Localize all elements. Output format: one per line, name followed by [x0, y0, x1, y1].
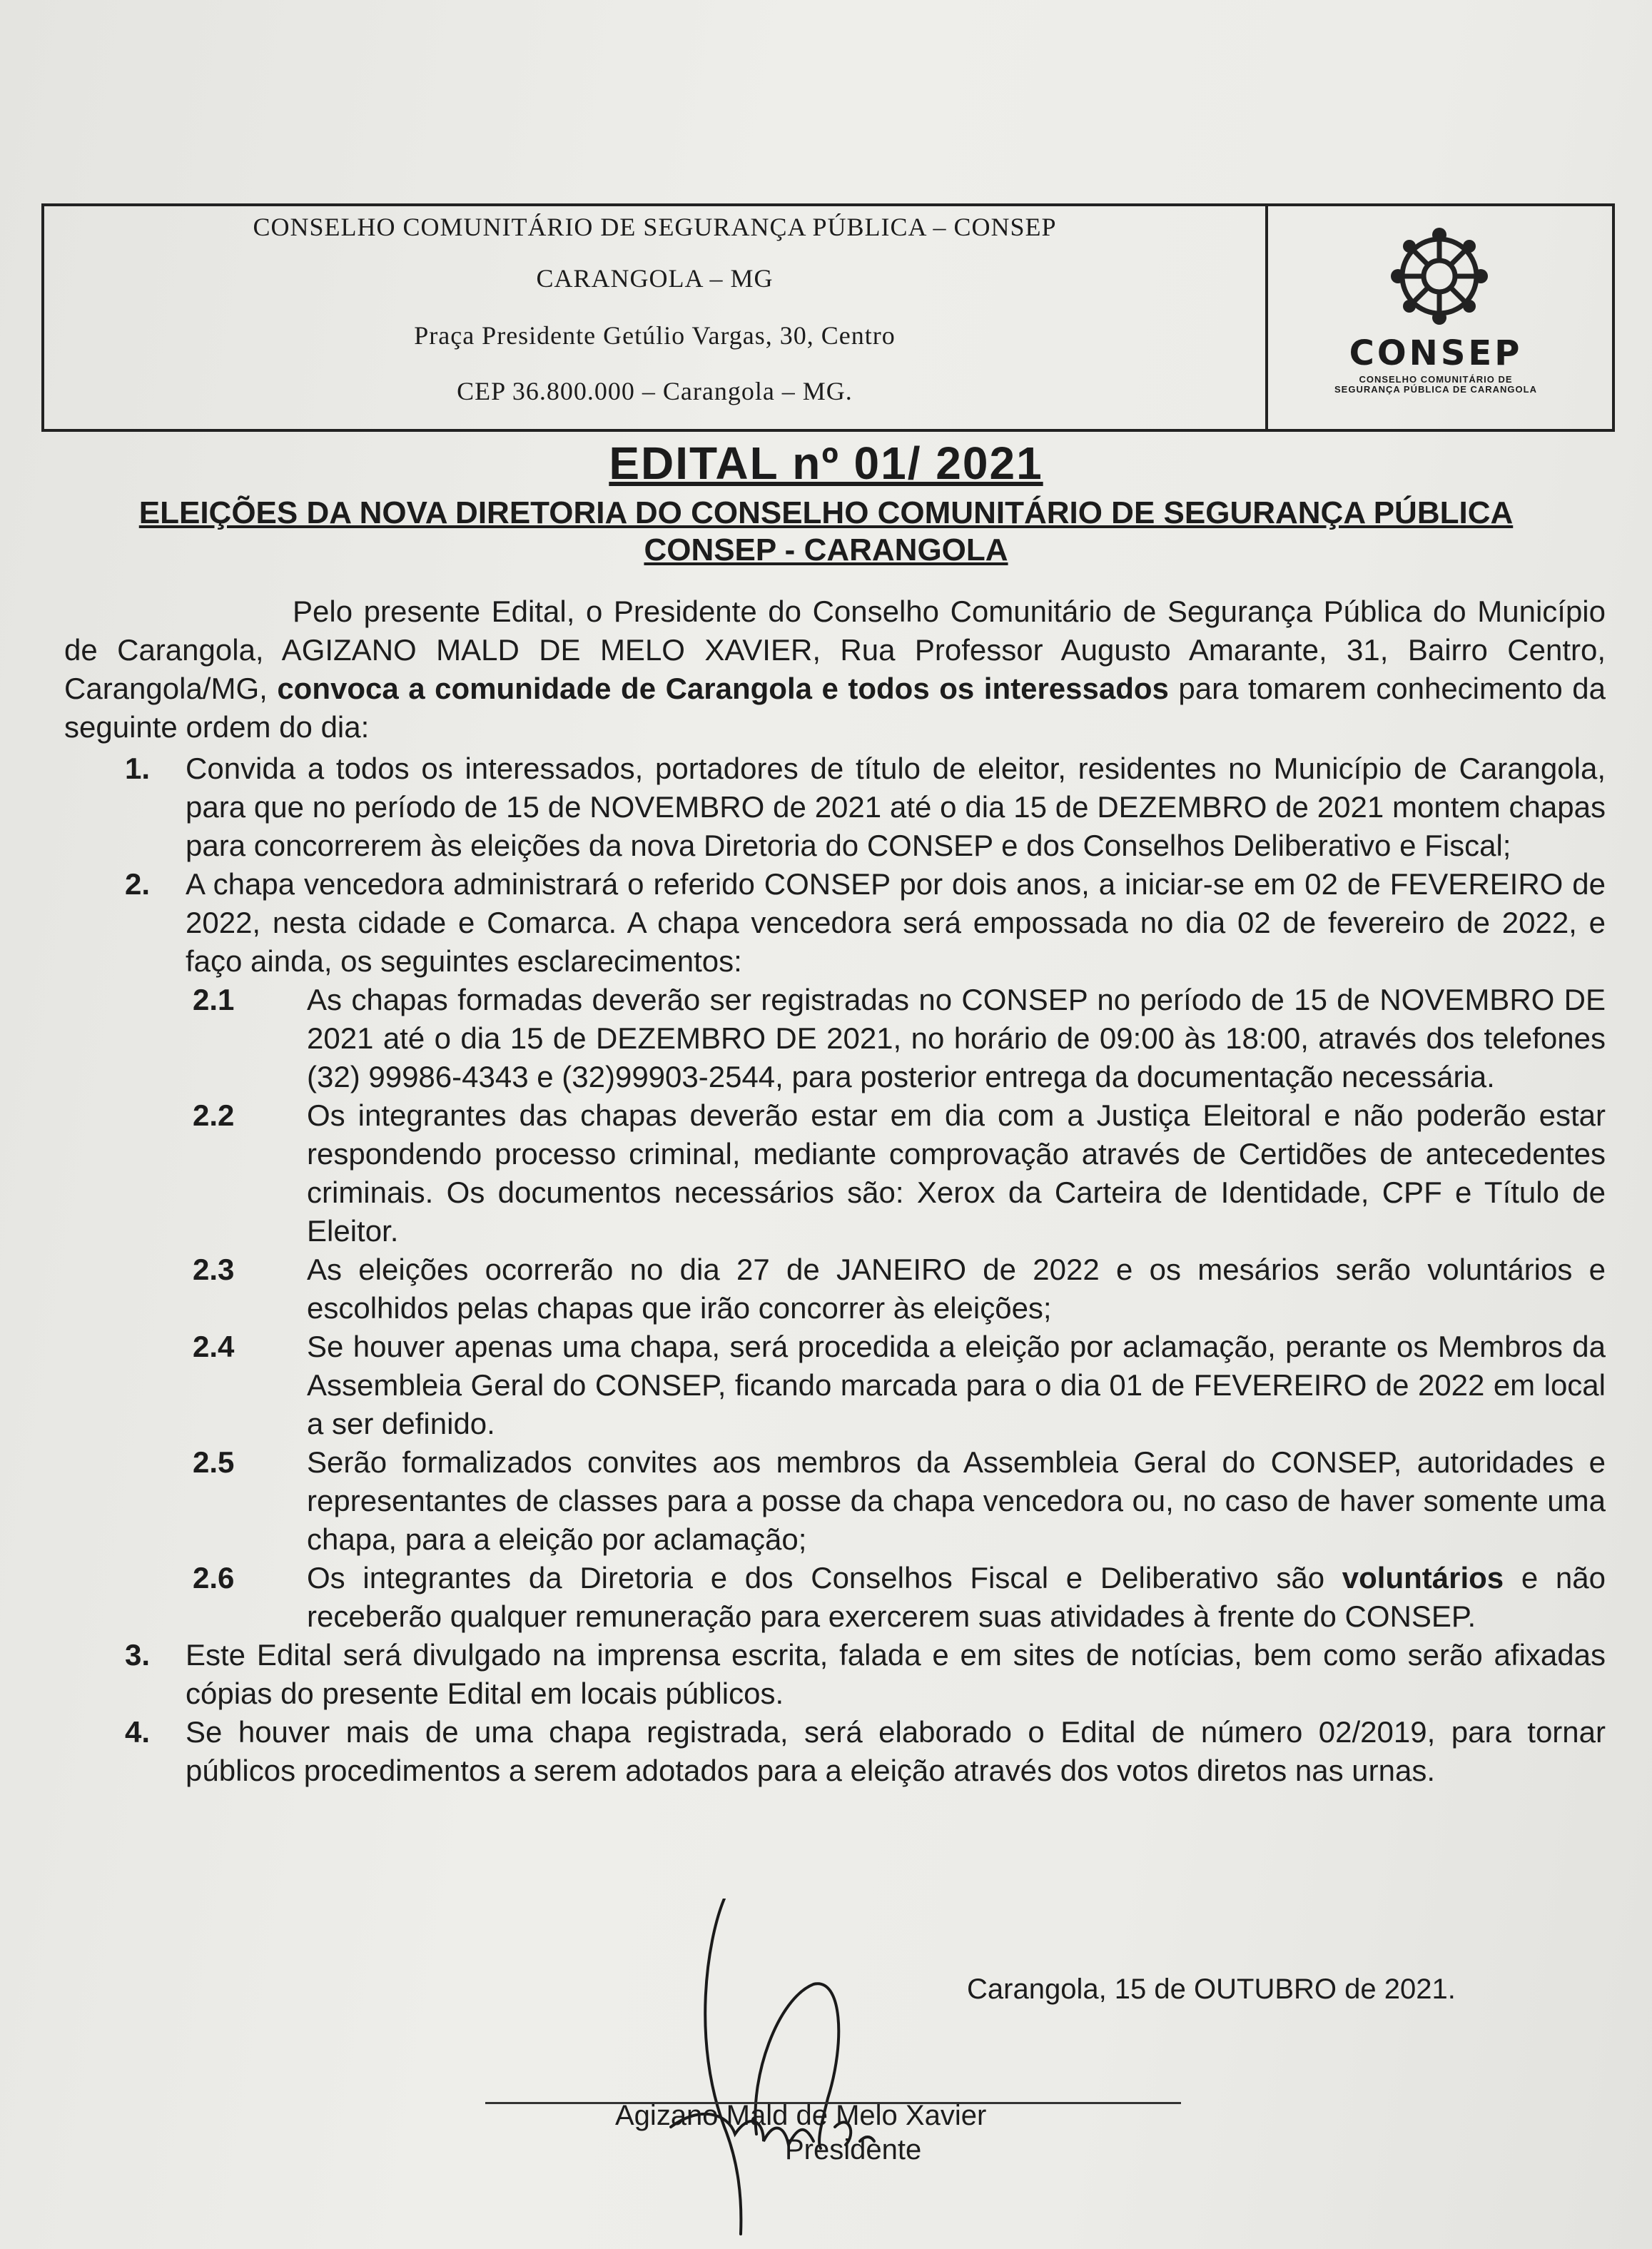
sub-item-text: Os integrantes da Diretoria e dos Conselhos Fiscal e Deliberativo são [307, 1561, 1342, 1594]
letterhead-text [44, 206, 1268, 429]
sub-item [64, 1328, 1606, 1443]
list-item [64, 865, 1606, 981]
sub-item-number: 2.2 [193, 1098, 235, 1132]
list-item [64, 1636, 1606, 1713]
sub-item-text: As chapas formadas deverão ser registradas no CONSEP no período de 15 de NOVEMBRO DE 2021 até o dia 15 de DEZEMBRO DE 2021, no horário de 09:00 às 18:00, através dos telefones (32) 99986-4343 e (32)99903-2544, para posterior entrega da documentação necessária. [307, 983, 1606, 1093]
item-text: Este Edital será divulgado na imprensa escrita, falada e em sites de notícias, bem como serão afixadas cópias do presente Edital em locais públicos. [186, 1638, 1606, 1710]
list-item [64, 1713, 1606, 1790]
sub-item-text: Serão formalizados convites aos membros da Assembleia Geral do CONSEP, autoridades e representantes de classes para a posse da chapa vencedora ou, no caso de haver somente uma chapa, para a eleição por aclamação; [307, 1445, 1606, 1556]
consep-logo [1268, 206, 1612, 429]
intro-paragraph [64, 592, 1606, 747]
logo-wordmark: CONSEP [1349, 333, 1523, 373]
sub-item-number: 2.4 [193, 1330, 235, 1363]
org-address: Praça Presidente Getúlio Vargas, 30, Centro [414, 321, 896, 350]
sub-item [64, 1443, 1606, 1559]
item-number: 4. [125, 1715, 151, 1749]
logo-subtitle: CONSELHO COMUNITÁRIO DE SEGURANÇA PÚBLICA DE CARANGOLA [1334, 374, 1537, 395]
sub-item [64, 1559, 1606, 1636]
signature-icon [657, 1899, 985, 2241]
item-number: 2. [125, 867, 151, 901]
edital-subtitle: ELEIÇÕES DA NOVA DIRETORIA DO CONSELHO COMUNITÁRIO DE SEGURANÇA PÚBLICA [138, 495, 1514, 530]
emblem-icon [1332, 221, 1546, 328]
sub-item-text: Se houver apenas uma chapa, será procedida a eleição por aclamação, perante os Membros da Assembleia Geral do CONSEP, ficando marcada para o dia 01 de FEVEREIRO de 2022 em local a ser definido. [307, 1330, 1606, 1440]
letterhead-box [41, 203, 1615, 432]
edital-title: EDITAL nº 01/ 2021 [609, 438, 1043, 489]
org-name: CONSELHO COMUNITÁRIO DE SEGURANÇA PÚBLICA – CONSEP [253, 213, 1057, 241]
org-postal: CEP 36.800.000 – Carangola – MG. [457, 377, 853, 405]
sub-item-text: As eleições ocorrerão no dia 27 de JANEIRO de 2022 e os mesários serão voluntários e escolhidos pelas chapas que irão concorrer às eleições; [307, 1253, 1606, 1325]
sub-item [64, 1096, 1606, 1250]
org-city: CARANGOLA – MG [536, 264, 774, 293]
sub-item [64, 981, 1606, 1096]
item-text: Se houver mais de uma chapa registrada, será elaborado o Edital de número 02/2019, para tornar públicos procedimentos a serem adotados para a eleição através dos votos diretos nas urnas. [186, 1715, 1606, 1787]
sub-item-number: 2.3 [193, 1253, 235, 1286]
signatory-name: Agizano Mald de Melo Xavier [615, 2100, 987, 2131]
sub-item-text: Os integrantes das chapas deverão estar em dia com a Justiça Eleitoral e não poderão estar respondendo processo criminal, mediante comprovação através de Certidões de antecedentes criminais. Os documentos necessários são: Xerox da Carteira de Identidade, CPF e Título de Eleitor. [307, 1098, 1606, 1248]
sub-item-number: 2.1 [193, 983, 235, 1016]
item-number: 1. [125, 752, 151, 785]
intro-text: Pelo presente Edital, o Presidente do Conselho Comunitário de Segurança Pública do Município de Carangola, AGIZANO MALD DE MELO XAVIER, Rua Professor Augusto Amarante, 31, Bairro Centro, Carangola/MG, [64, 595, 1606, 705]
sub-item-number: 2.5 [193, 1445, 235, 1479]
intro-text-end: para tomarem conhecimento da seguinte ordem do dia: [64, 672, 1606, 744]
sub-item-bold: voluntários [1342, 1561, 1504, 1594]
list-item [64, 749, 1606, 865]
item-number: 3. [125, 1638, 151, 1672]
document-body [64, 592, 1606, 1790]
sub-item-text-end: e não receberão qualquer remuneração para exercerem suas atividades à frente do CONSEP. [307, 1561, 1606, 1633]
edital-subtitle-org: CONSEP - CARANGOLA [644, 532, 1008, 567]
signatory-role: Presidente [785, 2134, 922, 2165]
date-line: Carangola, 15 de OUTUBRO de 2021. [967, 1973, 1456, 2005]
sub-item-number: 2.6 [193, 1561, 235, 1594]
item-text: A chapa vencedora administrará o referido CONSEP por dois anos, a iniciar-se em 02 de FEVEREIRO de 2022, nesta cidade e Comarca. A chapa vencedora será empossada no dia 02 de fevereiro de 2022, e faço ainda, os seguintes esclarecimentos: [186, 867, 1606, 978]
item-text: Convida a todos os interessados, portadores de título de eleitor, residentes no Município de Carangola, para que no período de 15 de NOVEMBRO de 2021 até o dia 15 de DEZEMBRO de 2021 montem chapas para concorrerem às eleições da nova Diretoria do CONSEP e dos Conselhos Deliberativo e Fiscal; [186, 752, 1606, 862]
sub-item [64, 1250, 1606, 1328]
intro-bold: convoca a comunidade de Carangola e todos os interessados [277, 672, 1169, 705]
